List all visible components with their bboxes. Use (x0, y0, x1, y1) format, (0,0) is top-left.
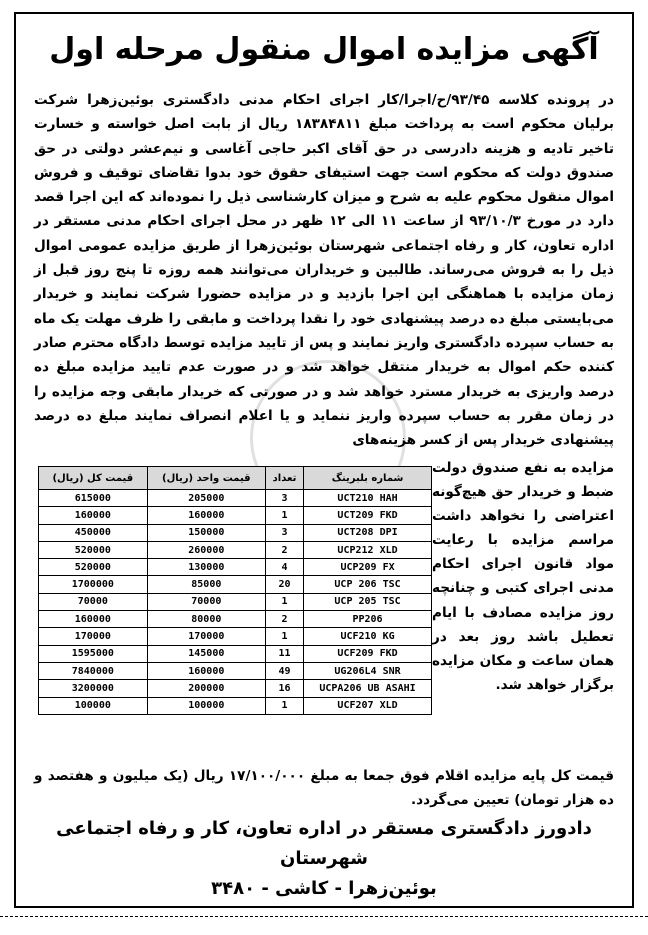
cell-qty: 1 (266, 697, 304, 714)
cell-total: 160000 (39, 611, 148, 628)
cell-unit: 145000 (147, 645, 265, 662)
cell-qty: 2 (266, 611, 304, 628)
signature-line-1: دادورز دادگستری مستقر در اداره تعاون، کار و رفاه اجتماعی شهرستان (56, 818, 592, 869)
cell-total: 170000 (39, 628, 148, 645)
table-row (39, 628, 432, 645)
cell-item: UCP 206 TSC (304, 576, 432, 593)
cell-total: 7840000 (39, 662, 148, 679)
cell-qty: 49 (266, 662, 304, 679)
cell-item: UG206L4 SNR (304, 662, 432, 679)
table-row (39, 490, 432, 507)
cell-item: UCPA206 UB ASAHI (304, 680, 432, 697)
notice-body-side: مزایده به نفع صندوق دولت ضبط و خریدار حق هیچ‌گونه اعتراضی را نخواهد داشت مراسم مزایده با رعایت مواد قانون اجرای احکام مدنی اجرای کتبی و چنانچه روز مزایده مصادف با ایام تعطیل باشد روز بعد در همان ساعت و مکان مزایده برگزار خواهد شد. (432, 460, 614, 693)
cell-qty: 16 (266, 680, 304, 697)
cell-item: UCT210 HAH (304, 490, 432, 507)
table-row (39, 680, 432, 697)
cell-qty: 2 (266, 541, 304, 558)
cell-qty: 1 (266, 593, 304, 610)
cell-total: 520000 (39, 541, 148, 558)
cell-unit: 80000 (147, 611, 265, 628)
cell-unit: 150000 (147, 524, 265, 541)
cell-item: PP206 (304, 611, 432, 628)
cell-unit: 85000 (147, 576, 265, 593)
cell-item: UCF209 FKD (304, 645, 432, 662)
table-row (39, 576, 432, 593)
signature-line-2: بوئین‌زهرا - کاشی - ۳۴۸۰ (211, 878, 437, 899)
cell-total: 1595000 (39, 645, 148, 662)
table-row (39, 507, 432, 524)
cell-unit: 100000 (147, 697, 265, 714)
table-row (39, 593, 432, 610)
table-row (39, 541, 432, 558)
table-row (39, 645, 432, 662)
cell-item: UCP212 XLD (304, 541, 432, 558)
base-price-paragraph: قیمت کل پایه مزایده اقلام فوق جمعا به مبلغ ۱۷/۱۰۰/۰۰۰ ریال (یک میلیون و هفتصد و ده هزار تومان) تعیین می‌گردد. (34, 768, 614, 808)
cell-qty: 4 (266, 559, 304, 576)
col-header-unit-price: قیمت واحد (ریال) (147, 467, 265, 490)
cell-unit: 200000 (147, 680, 265, 697)
cell-unit: 70000 (147, 593, 265, 610)
cell-qty: 3 (266, 490, 304, 507)
col-header-total: قیمت کل (ریال) (39, 467, 148, 490)
cell-qty: 3 (266, 524, 304, 541)
table-row (39, 524, 432, 541)
cell-item: UCP 205 TSC (304, 593, 432, 610)
cell-item: UCP209 FX (304, 559, 432, 576)
cell-item: UCF207 XLD (304, 697, 432, 714)
cell-qty: 20 (266, 576, 304, 593)
table-header-row (39, 467, 432, 490)
cell-unit: 130000 (147, 559, 265, 576)
signature-block (20, 814, 628, 904)
notice-title: آگهی مزایده اموال منقول مرحله اول (49, 32, 599, 67)
table-row (39, 697, 432, 714)
cell-unit: 170000 (147, 628, 265, 645)
cell-total: 160000 (39, 507, 148, 524)
table-row (39, 559, 432, 576)
cell-unit: 160000 (147, 507, 265, 524)
cell-qty: 1 (266, 628, 304, 645)
cell-total: 520000 (39, 559, 148, 576)
cell-total: 450000 (39, 524, 148, 541)
cut-line-divider (0, 916, 648, 917)
cell-unit: 160000 (147, 662, 265, 679)
cell-total: 70000 (39, 593, 148, 610)
cell-qty: 1 (266, 507, 304, 524)
cell-item: UCT208 DPI (304, 524, 432, 541)
table-row (39, 611, 432, 628)
cell-unit: 205000 (147, 490, 265, 507)
items-table (38, 466, 432, 715)
col-header-qty: تعداد (266, 467, 304, 490)
cell-total: 1700000 (39, 576, 148, 593)
cell-unit: 260000 (147, 541, 265, 558)
table-row (39, 662, 432, 679)
cell-item: UCT209 FKD (304, 507, 432, 524)
cell-total: 3200000 (39, 680, 148, 697)
cell-qty: 11 (266, 645, 304, 662)
notice-body: در پرونده کلاسه ۹۳/۴۵/ح/اجرا/کار اجرای احکام مدنی دادگستری بوئین‌زهرا شرکت برلیان محکوم است به پرداخت مبلغ ۱۸۳۸۴۸۱۱ ریال از بابت اصل خواسته و خسارت تاخیر تادیه و هزینه دادرسی در حق آقای اکبر حاجی آغاسی و نیم‌عشر دولتی در حق صندوق دولت که محکوم است جهت استیفای حقوق خود بدوا تقاضای توقیف و فروش اموال منقول محکوم علیه به شرح و میزان کارشناسی ذیل را نموده‌اند که این اجرا قصد دارد در مورخ ۹۳/۱۰/۳ از ساعت ۱۱ الی ۱۲ ظهر در محل اجرای احکام مدنی مستقر در اداره تعاون، کار و رفاه اجتماعی شهرستان بوئین‌زهرا از طریق مزایده عمومی اموال ذیل را به فروش می‌رساند. طالبین و خریداران می‌توانند همه روزه تا پنج روز قبل از زمان مزایده با هماهنگی این اجرا بازدید و در مزایده حضورا شرکت نمایند و خریدار می‌بایستی مبلغ ده درصد پیشنهادی خود را نقدا پرداخت و مابقی را ظرف مهلت یک ماه به حساب سپرده دادگستری واریز نمایند و پس از تایید مزایده توسط دادگاه محترم صادر کننده حکم اموال به خریدار منتقل خواهد شد و در صورت عدم تایید مزایده مبلغ ده درصد واریزی به خریدار مسترد خواهد شد و در صورتی که خریدار مابقی وجه مزایده را در زمان مقرر به حساب سپرده واریز ننماید و یا اعلام انصراف نمایند مبلغ ده درصد پیشنهادی خریدار پس از کسر هزینه‌های (34, 92, 615, 449)
cell-total: 615000 (39, 490, 148, 507)
col-header-item: شماره بلبرینگ (304, 467, 432, 490)
cell-item: UCF210 KG (304, 628, 432, 645)
cell-total: 100000 (39, 697, 148, 714)
